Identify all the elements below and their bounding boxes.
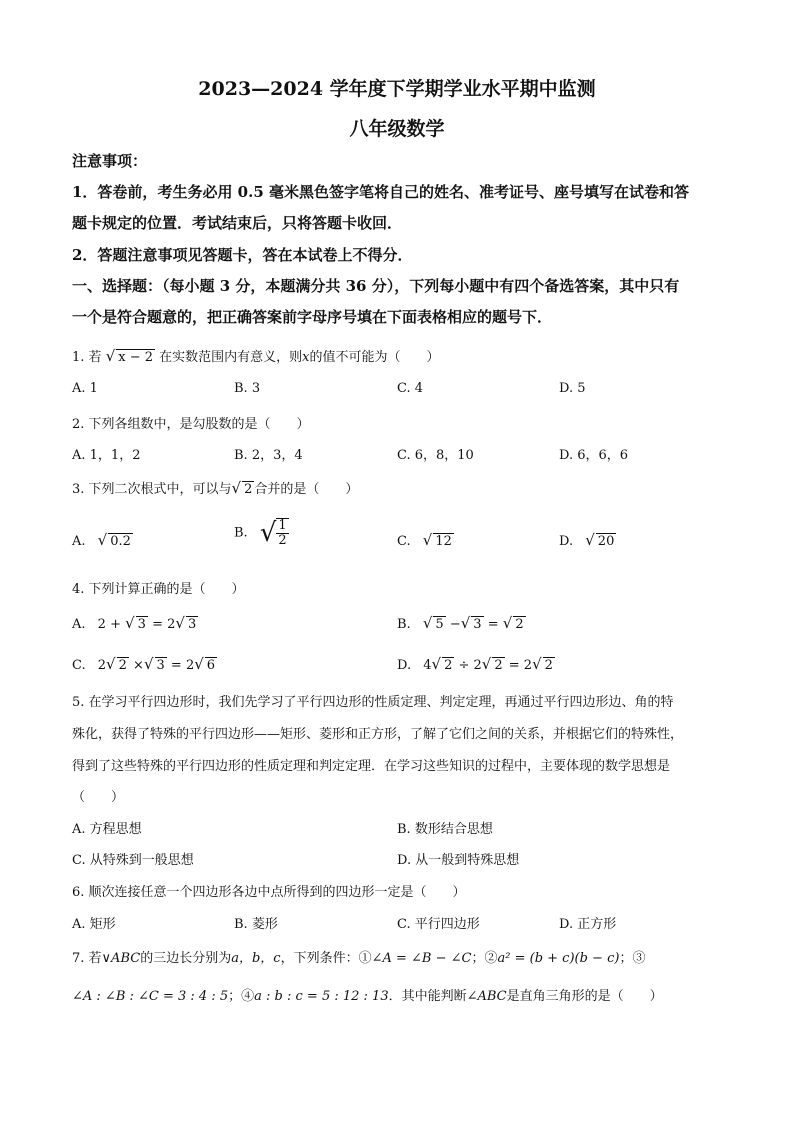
- question-5-line-3: 得到了这些特殊的平行四边形的性质定理和判定定理．在学习这些知识的过程中，主要体现的数学思想是: [72, 759, 671, 774]
- q7-sep-3: ；④: [228, 989, 255, 1004]
- sqrt-symbol: √: [259, 518, 277, 548]
- q4-label-c: C.: [72, 658, 86, 673]
- section-heading-line-2: 一个是符合题意的，把正确答案前字母序号填在下面表格相应的题号下．: [72, 308, 553, 326]
- q3-radicand: 2: [244, 482, 253, 497]
- sqrt-symbol: √: [502, 614, 513, 632]
- q3-option-b: [234, 518, 289, 548]
- q4-a-eq: = 2: [152, 617, 176, 632]
- q4-c-coef: 2: [97, 658, 107, 673]
- q1-suffix: 的值不可能为（ ）: [309, 350, 440, 365]
- q4-label-d: D.: [397, 658, 412, 673]
- q7-triangle: ∨ABC: [101, 951, 141, 966]
- q4-c-times: ×: [133, 658, 144, 673]
- sqrt-symbol: √: [422, 531, 433, 549]
- q5-option-a: A. 方程思想: [72, 822, 142, 837]
- question-4-stem: 4. 下列计算正确的是（ ）: [72, 582, 245, 597]
- q7-suffix: 是直角三角形的是（ ）: [506, 989, 663, 1004]
- question-6-stem: 6. 顺次连接任意一个四边形各边中点所得到的四边形一定是（ ）: [72, 885, 466, 900]
- notice-item-1-line-1: 1．答卷前，考生务必用 0.5 毫米黑色签字笔将自己的姓名、准考证号、座号填写在试卷和答: [72, 183, 689, 201]
- q3-option-c: [397, 531, 454, 549]
- q1-option-c: C. 4: [397, 381, 424, 396]
- q3-option-d: [559, 531, 616, 549]
- q6-option-d: D. 正方形: [559, 917, 617, 932]
- q4-option-a: [72, 614, 198, 632]
- q3-b-fraction: [276, 518, 288, 548]
- q2-option-c: C. 6，8，10: [397, 448, 474, 463]
- q4-c-eq: = 2: [170, 658, 195, 673]
- q5-option-d: D. 从一般到特殊思想: [397, 853, 520, 868]
- question-7-line-2: [72, 985, 663, 1004]
- q3-b-denominator: 2: [278, 533, 287, 548]
- question-5-line-4: （ ）: [72, 790, 125, 805]
- q3-prefix: 3. 下列二次根式中，可以与: [72, 482, 232, 497]
- sqrt-symbol: √: [532, 655, 542, 673]
- q7-angle-abc: ∠ABC: [466, 989, 507, 1004]
- q3-option-a: [72, 531, 133, 549]
- sqrt-symbol: √: [585, 531, 595, 549]
- q7-suffix-pre: ．其中能判断: [388, 989, 467, 1004]
- exam-title: 2023—2024 学年度下学期学业水平期中监测: [198, 78, 596, 100]
- sqrt-symbol: √: [422, 614, 433, 632]
- q3-d-radicand: 20: [597, 534, 615, 549]
- q1-option-d: D. 5: [559, 381, 586, 396]
- sqrt-symbol: √: [194, 655, 204, 673]
- q4-c-r2: 3: [156, 658, 165, 673]
- q4-d-r3: 2: [544, 658, 553, 673]
- q5-option-b: B. 数形结合思想: [397, 822, 493, 837]
- q7-sep-1: ；②: [471, 951, 498, 966]
- q4-d-div: ÷ 2: [458, 658, 482, 673]
- sqrt-symbol: √: [125, 614, 135, 632]
- sqrt-symbol: √: [175, 614, 185, 632]
- question-7-line-1: [72, 947, 645, 966]
- question-1-stem: [72, 346, 440, 365]
- q4-a-r1: 3: [137, 617, 146, 632]
- q4-b-r3: 2: [515, 617, 524, 632]
- q4-b-r2: 3: [473, 617, 482, 632]
- q4-c-r3: 6: [206, 658, 216, 673]
- q4-option-d: [397, 655, 555, 673]
- sqrt-symbol: √: [231, 479, 242, 497]
- q7-mid: 的三边长分别为: [140, 951, 232, 966]
- q3-a-radicand: 0.2: [110, 534, 131, 549]
- q1-middle: 在实数范围内有意义，则: [159, 350, 303, 365]
- sqrt-symbol: √: [143, 655, 154, 673]
- q7-cond-intro: ，下列条件：①: [280, 951, 372, 966]
- q3-label-a: A.: [72, 534, 86, 549]
- q2-option-a: A. 1，1，2: [72, 448, 141, 463]
- q4-b-r1: 5: [435, 617, 444, 632]
- q6-option-b: B. 菱形: [234, 917, 278, 932]
- q4-a-r2: 3: [187, 617, 197, 632]
- q1-radical: √ x − 2: [105, 347, 154, 365]
- q2-option-b: B. 2，3，4: [234, 448, 303, 463]
- q4-d-coef: 4: [423, 658, 432, 673]
- sqrt-symbol: √: [97, 531, 108, 549]
- q7-condition-2: a² = (b + c)(b − c): [497, 951, 620, 966]
- q4-label-b: B.: [397, 617, 411, 632]
- notice-item-1-line-2: 题卡规定的位置．考试结束后，只将答题卡收回．: [72, 214, 403, 232]
- q4-option-c: [72, 655, 217, 673]
- q3-label-c: C.: [397, 534, 411, 549]
- q3-suffix: 合并的是（ ）: [254, 482, 359, 497]
- section-heading-line-1: 一、选择题：（每小题 3 分，本题满分共 36 分），下列每小题中有四个备选答案，其中只有: [72, 277, 680, 295]
- question-2-stem: 2. 下列各组数中，是勾股数的是（ ）: [72, 417, 310, 432]
- q4-label-a: A.: [72, 617, 86, 632]
- q1-prefix: 1. 若: [72, 350, 102, 365]
- q4-b-eq: =: [487, 617, 499, 632]
- q4-d-r1: 2: [444, 658, 453, 673]
- question-3-stem: [72, 478, 358, 497]
- q3-label-d: D.: [559, 534, 574, 549]
- q3-c-radicand: 12: [435, 534, 452, 549]
- q1-option-b: B. 3: [234, 381, 261, 396]
- question-5-line-2: 殊化，获得了特殊的平行四边形——矩形、菱形和正方形，了解了它们之间的关系，并根据它们的特殊性，: [72, 727, 684, 742]
- sqrt-symbol: √: [106, 655, 116, 673]
- q7-condition-3: ∠A : ∠B : ∠C = 3 : 4 : 5: [72, 989, 229, 1004]
- q1-var: x: [302, 350, 310, 365]
- notice-heading: 注意事项：: [72, 152, 148, 170]
- sqrt-symbol: √: [460, 614, 471, 632]
- q6-option-a: A. 矩形: [72, 917, 116, 932]
- q3-label-b: B.: [234, 525, 248, 541]
- q6-option-c: C. 平行四边形: [397, 917, 480, 932]
- exam-subtitle: 八年级数学: [349, 118, 445, 140]
- q4-d-eq: = 2: [508, 658, 533, 673]
- notice-item-2: 2．答题注意事项见答题卡，答在本试卷上不得分．: [72, 246, 413, 264]
- q7-condition-1: ∠A = ∠B − ∠C: [371, 951, 472, 966]
- question-5-line-1: 5. 在学习平行四边形时，我们先学习了平行四边形的性质定理、判定定理，再通过平行四边形边、角的特: [72, 695, 674, 710]
- q3-b-numerator: 1: [278, 518, 287, 533]
- q7-sep-2: ；③: [619, 951, 646, 966]
- q7-prefix: 7. 若: [72, 951, 102, 966]
- sqrt-symbol: √: [481, 655, 492, 673]
- q7-condition-4: a : b : c = 5 : 12 : 13: [254, 989, 389, 1004]
- q4-option-b: [397, 614, 526, 632]
- q1-option-a: A. 1: [72, 381, 98, 396]
- q4-c-r1: 2: [118, 658, 127, 673]
- q5-option-c: C. 从特殊到一般思想: [72, 853, 194, 868]
- q7-sides: a，b，c: [231, 951, 281, 966]
- q4-a-left: 2 +: [97, 617, 121, 632]
- q1-radicand: x − 2: [118, 350, 154, 365]
- sqrt-symbol: √: [431, 655, 442, 673]
- q2-option-d: D. 6，6，6: [559, 448, 629, 463]
- q4-b-minus: −: [449, 617, 461, 632]
- q4-d-r2: 2: [494, 658, 503, 673]
